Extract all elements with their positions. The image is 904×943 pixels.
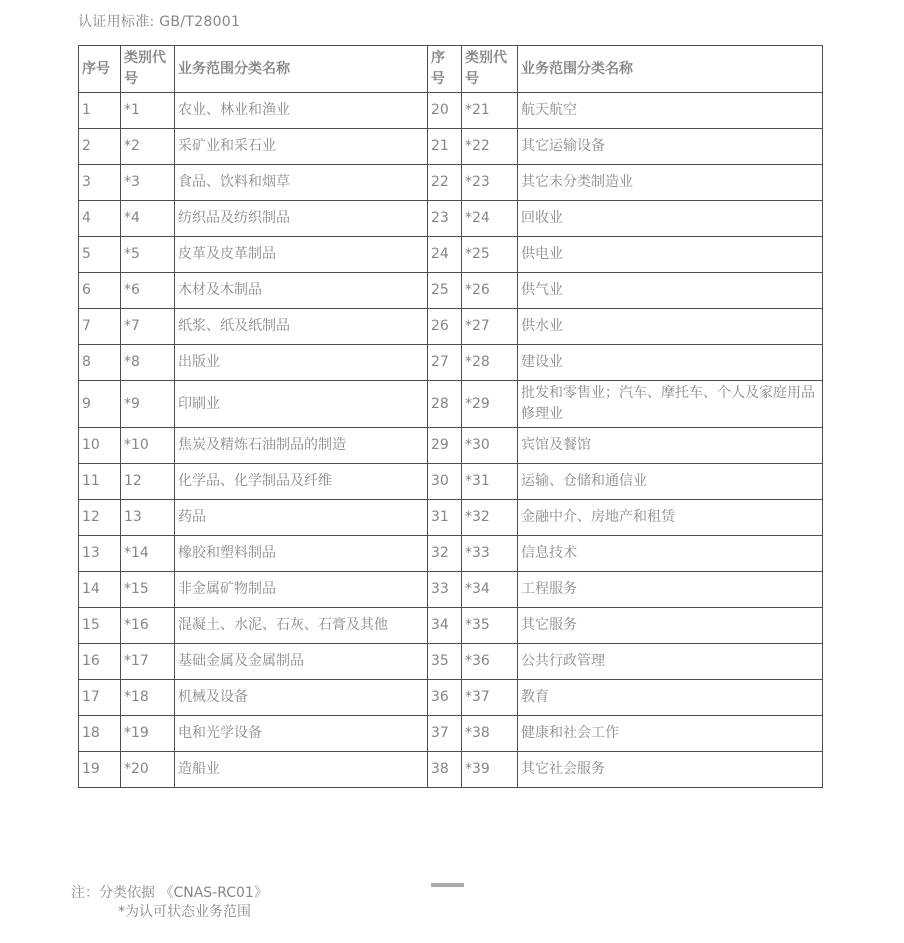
table-body — [79, 93, 823, 788]
row-serial-right-cell: 34 — [428, 608, 462, 644]
row-scope-name-right-cell: 工程服务 — [518, 572, 823, 608]
row-scope-name-left-cell: 皮革及皮革制品 — [175, 237, 428, 273]
row-code-left-cell: *15 — [121, 572, 175, 608]
row-code-left-cell: *17 — [121, 644, 175, 680]
row-scope-name-right-cell: 其它服务 — [518, 608, 823, 644]
row-scope-name-left-cell: 非金属矿物制品 — [175, 572, 428, 608]
row-scope-name-right-cell: 批发和零售业；汽车、摩托车、个人及家庭用品修理业 — [518, 381, 823, 428]
table-row — [79, 644, 823, 680]
row-serial-left-cell: 13 — [79, 536, 121, 572]
row-scope-name-left-cell: 化学品、化学制品及纤维 — [175, 464, 428, 500]
row-serial-left-cell: 1 — [79, 93, 121, 129]
row-scope-name-left-cell: 基础金属及金属制品 — [175, 644, 428, 680]
row-code-right-cell: *25 — [462, 237, 518, 273]
table-border-artifact — [431, 883, 464, 887]
row-scope-name-right-cell: 航天航空 — [518, 93, 823, 129]
row-serial-right-cell: 20 — [428, 93, 462, 129]
row-serial-left-cell: 9 — [79, 381, 121, 428]
row-serial-left-cell: 19 — [79, 752, 121, 788]
row-serial-right-cell: 35 — [428, 644, 462, 680]
row-code-right-cell: *32 — [462, 500, 518, 536]
row-code-right-cell: *24 — [462, 201, 518, 237]
table-row — [79, 201, 823, 237]
row-scope-name-right-cell: 供气业 — [518, 273, 823, 309]
row-scope-name-right-cell: 供水业 — [518, 309, 823, 345]
row-code-left-cell: *4 — [121, 201, 175, 237]
row-code-right-cell: *33 — [462, 536, 518, 572]
row-scope-name-right-cell: 信息技术 — [518, 536, 823, 572]
row-code-left-cell: *20 — [121, 752, 175, 788]
header-scope-name-right: 业务范围分类名称 — [518, 46, 823, 93]
footnotes — [71, 884, 268, 922]
table-header — [79, 46, 823, 93]
row-scope-name-left-cell: 药品 — [175, 500, 428, 536]
header-serial-left: 序号 — [79, 46, 121, 93]
row-scope-name-right-cell: 宾馆及餐馆 — [518, 428, 823, 464]
header-code-right: 类别代号 — [462, 46, 518, 93]
table-row — [79, 129, 823, 165]
row-scope-name-right-cell: 教育 — [518, 680, 823, 716]
row-serial-left-cell: 15 — [79, 608, 121, 644]
table-row — [79, 428, 823, 464]
row-scope-name-right-cell: 供电业 — [518, 237, 823, 273]
table-row — [79, 572, 823, 608]
table-row — [79, 273, 823, 309]
row-serial-left-cell: 6 — [79, 273, 121, 309]
table-row — [79, 381, 823, 428]
row-code-right-cell: *28 — [462, 345, 518, 381]
row-scope-name-left-cell: 机械及设备 — [175, 680, 428, 716]
row-scope-name-left-cell: 橡胶和塑料制品 — [175, 536, 428, 572]
row-code-right-cell: *30 — [462, 428, 518, 464]
table-row — [79, 464, 823, 500]
row-code-left-cell: 13 — [121, 500, 175, 536]
header-scope-name-left: 业务范围分类名称 — [175, 46, 428, 93]
row-serial-right-cell: 33 — [428, 572, 462, 608]
table-row — [79, 536, 823, 572]
table-row — [79, 93, 823, 129]
row-serial-right-cell: 23 — [428, 201, 462, 237]
table-row — [79, 680, 823, 716]
certification-standard-title: 认证用标准: GB/T28001 — [78, 14, 241, 30]
row-code-right-cell: *38 — [462, 716, 518, 752]
row-serial-right-cell: 37 — [428, 716, 462, 752]
table-row — [79, 608, 823, 644]
row-scope-name-right-cell: 健康和社会工作 — [518, 716, 823, 752]
row-code-right-cell: *22 — [462, 129, 518, 165]
row-serial-left-cell: 11 — [79, 464, 121, 500]
table-row — [79, 500, 823, 536]
row-code-right-cell: *23 — [462, 165, 518, 201]
row-serial-left-cell: 7 — [79, 309, 121, 345]
row-serial-right-cell: 31 — [428, 500, 462, 536]
row-code-right-cell: *27 — [462, 309, 518, 345]
row-code-left-cell: *1 — [121, 93, 175, 129]
header-serial-right: 序号 — [428, 46, 462, 93]
row-code-left-cell: *9 — [121, 381, 175, 428]
row-scope-name-right-cell: 其它社会服务 — [518, 752, 823, 788]
row-serial-right-cell: 25 — [428, 273, 462, 309]
row-serial-right-cell: 28 — [428, 381, 462, 428]
row-serial-right-cell: 36 — [428, 680, 462, 716]
row-serial-right-cell: 32 — [428, 536, 462, 572]
row-serial-left-cell: 10 — [79, 428, 121, 464]
row-scope-name-left-cell: 食品、饮料和烟草 — [175, 165, 428, 201]
row-serial-left-cell: 17 — [79, 680, 121, 716]
row-code-left-cell: *5 — [121, 237, 175, 273]
row-serial-left-cell: 2 — [79, 129, 121, 165]
row-scope-name-left-cell: 造船业 — [175, 752, 428, 788]
table-row — [79, 165, 823, 201]
row-serial-left-cell: 18 — [79, 716, 121, 752]
row-code-right-cell: *39 — [462, 752, 518, 788]
row-code-right-cell: *29 — [462, 381, 518, 428]
table-row — [79, 345, 823, 381]
row-code-left-cell: *8 — [121, 345, 175, 381]
row-serial-right-cell: 21 — [428, 129, 462, 165]
row-scope-name-left-cell: 木材及木制品 — [175, 273, 428, 309]
row-code-left-cell: *14 — [121, 536, 175, 572]
row-code-right-cell: *35 — [462, 608, 518, 644]
row-code-left-cell: *10 — [121, 428, 175, 464]
row-scope-name-left-cell: 印刷业 — [175, 381, 428, 428]
row-scope-name-left-cell: 纺织品及纺织制品 — [175, 201, 428, 237]
row-scope-name-right-cell: 其它运输设备 — [518, 129, 823, 165]
row-code-right-cell: *36 — [462, 644, 518, 680]
row-scope-name-right-cell: 回收业 — [518, 201, 823, 237]
header-code-left: 类别代号 — [121, 46, 175, 93]
row-code-right-cell: *26 — [462, 273, 518, 309]
row-serial-left-cell: 14 — [79, 572, 121, 608]
row-serial-left-cell: 3 — [79, 165, 121, 201]
row-scope-name-left-cell: 混凝土、水泥、石灰、石膏及其他 — [175, 608, 428, 644]
accredited-status-note: *为认可状态业务范围 — [118, 904, 251, 920]
row-scope-name-right-cell: 运输、仓储和通信业 — [518, 464, 823, 500]
row-serial-right-cell: 24 — [428, 237, 462, 273]
row-serial-right-cell: 26 — [428, 309, 462, 345]
row-code-left-cell: *19 — [121, 716, 175, 752]
row-serial-left-cell: 4 — [79, 201, 121, 237]
table-row — [79, 716, 823, 752]
row-code-left-cell: *2 — [121, 129, 175, 165]
row-code-right-cell: *31 — [462, 464, 518, 500]
row-serial-left-cell: 5 — [79, 237, 121, 273]
row-code-left-cell: *16 — [121, 608, 175, 644]
row-code-right-cell: *37 — [462, 680, 518, 716]
row-scope-name-left-cell: 出版业 — [175, 345, 428, 381]
row-scope-name-left-cell: 焦炭及精炼石油制品的制造 — [175, 428, 428, 464]
row-serial-right-cell: 30 — [428, 464, 462, 500]
row-scope-name-left-cell: 纸浆、纸及纸制品 — [175, 309, 428, 345]
row-code-left-cell: *3 — [121, 165, 175, 201]
row-code-right-cell: *21 — [462, 93, 518, 129]
row-serial-left-cell: 16 — [79, 644, 121, 680]
row-scope-name-right-cell: 公共行政管理 — [518, 644, 823, 680]
row-code-left-cell: *6 — [121, 273, 175, 309]
row-code-left-cell: *7 — [121, 309, 175, 345]
classification-basis-note: 注：分类依据 《CNAS-RC01》 — [71, 885, 268, 901]
row-serial-left-cell: 8 — [79, 345, 121, 381]
row-scope-name-right-cell: 建设业 — [518, 345, 823, 381]
table-row — [79, 752, 823, 788]
row-serial-right-cell: 38 — [428, 752, 462, 788]
table-row — [79, 237, 823, 273]
business-scope-table — [78, 45, 823, 788]
row-code-left-cell: 12 — [121, 464, 175, 500]
row-scope-name-right-cell: 其它未分类制造业 — [518, 165, 823, 201]
row-scope-name-left-cell: 农业、林业和渔业 — [175, 93, 428, 129]
row-serial-right-cell: 22 — [428, 165, 462, 201]
row-serial-left-cell: 12 — [79, 500, 121, 536]
row-code-left-cell: *18 — [121, 680, 175, 716]
table-header-row — [79, 46, 823, 93]
row-scope-name-left-cell: 采矿业和采石业 — [175, 129, 428, 165]
row-code-right-cell: *34 — [462, 572, 518, 608]
table-row — [79, 309, 823, 345]
row-serial-right-cell: 27 — [428, 345, 462, 381]
row-scope-name-right-cell: 金融中介、房地产和租赁 — [518, 500, 823, 536]
row-scope-name-left-cell: 电和光学设备 — [175, 716, 428, 752]
row-serial-right-cell: 29 — [428, 428, 462, 464]
